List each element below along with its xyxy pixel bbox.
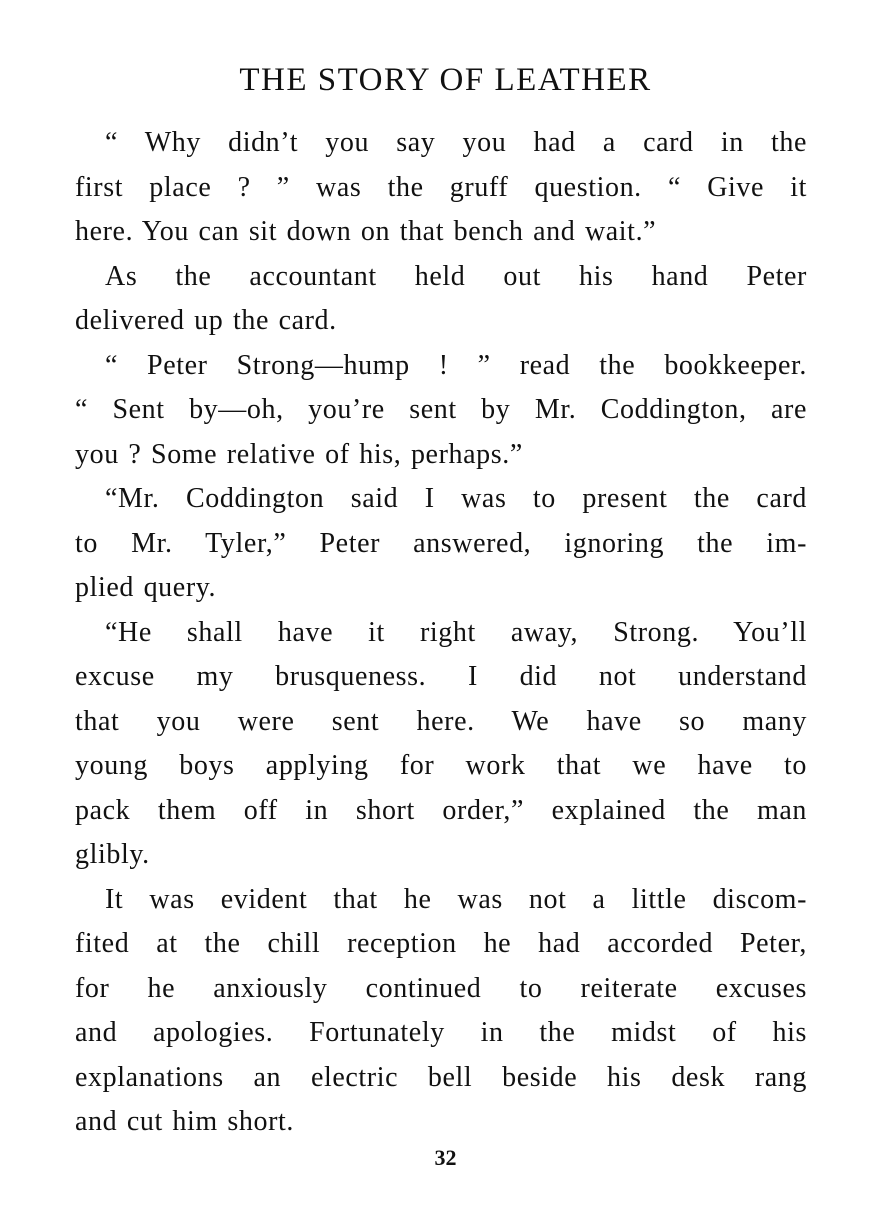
- text-line: glibly.: [75, 839, 150, 870]
- text-line: first place ? ” was the gruff question. “ Give it: [75, 171, 807, 203]
- text-line: plied query.: [75, 572, 217, 603]
- text-line: delivered up the card.: [75, 305, 337, 336]
- paragraph: [75, 477, 807, 611]
- paragraph: [75, 878, 807, 1145]
- text-line: here. You can sit down on that bench and wait.”: [75, 216, 657, 247]
- text-line: explanations an electric bell beside his desk rang: [75, 1061, 807, 1093]
- text-line: “ Why didn’t you say you had a card in the: [105, 127, 807, 158]
- body-text: [75, 121, 807, 1145]
- text-line: “He shall have it right away, Strong. You’ll: [105, 616, 807, 648]
- text-line: “Mr. Coddington said I was to present the card: [105, 483, 807, 514]
- text-line: young boys applying for work that we have to: [75, 750, 807, 781]
- text-line: you ? Some relative of his, perhaps.”: [75, 438, 523, 470]
- text-line: to Mr. Tyler,” Peter answered, ignoring the im-: [75, 527, 807, 559]
- paragraph: [75, 121, 807, 255]
- text-line: As the accountant held out his hand Peter: [105, 260, 807, 292]
- text-line: fited at the chill reception he had accorded Peter,: [75, 928, 807, 959]
- text-line: “ Peter Strong—hump ! ” read the bookkeeper.: [105, 349, 807, 381]
- running-head: THE STORY OF LEATHER: [239, 62, 652, 98]
- text-line: excuse my brusqueness. I did not understand: [75, 661, 807, 692]
- text-line: and cut him short.: [75, 1106, 294, 1137]
- text-line: that you were sent here. We have so many: [75, 705, 807, 737]
- paragraph: [75, 344, 807, 478]
- text-line: It was evident that he was not a little discom-: [105, 883, 807, 915]
- text-line: pack them off in short order,” explained the man: [75, 794, 807, 826]
- paragraph: [75, 611, 807, 878]
- text-line: for he anxiously continued to reiterate excuses: [75, 972, 807, 1004]
- text-line: and apologies. Fortunately in the midst of his: [75, 1017, 807, 1048]
- text-line: “ Sent by—oh, you’re sent by Mr. Coddington, are: [75, 394, 807, 425]
- page-number: 32: [434, 1145, 457, 1170]
- paragraph: [75, 255, 807, 344]
